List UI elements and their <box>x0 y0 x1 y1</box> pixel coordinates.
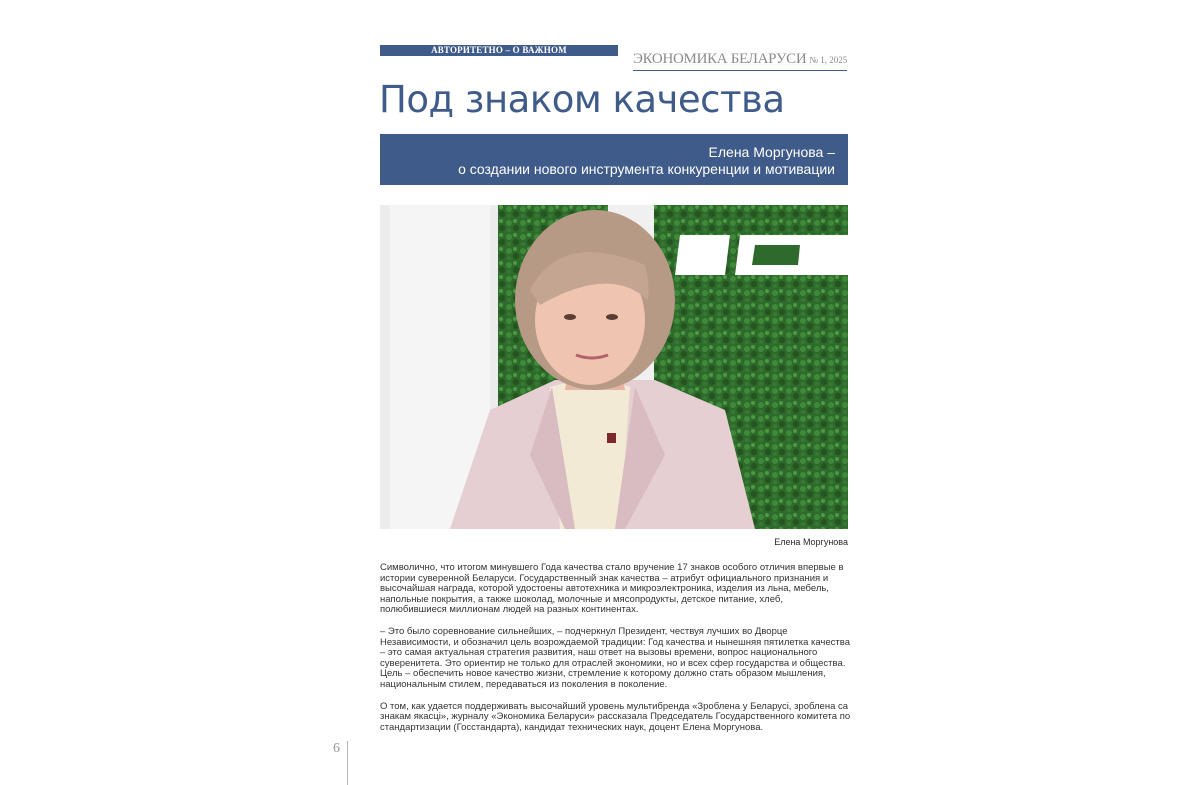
portrait-illustration <box>380 205 848 529</box>
article-body <box>380 563 852 744</box>
paragraph: О том, как удается поддерживать высочайший уровень мультибренда «Зроблена у Беларусі, зроблена са знакам якасці», журналу «Экономика Беларуси» рассказала Председатель Государственного комитета по стандартизации (Госстандарта), кандидат технических наук, доцент Елена Моргунова. <box>380 700 851 733</box>
magazine-name: ЭКОНОМИКА БЕЛАРУСИ <box>633 51 807 67</box>
paragraph: Символично, что итогом минувшего Года качества стало вручение 17 знаков особого отличия впервые в истории суверенной Беларуси. Государственный знак качества – атрибут официального признания и высочайшая награда, которой удостоены автотехника и микроэлектроника, изделия из льна, мебель, напольные покрытия, а также шоколад, молочные и мясопродукты, детское питание, хлеб, полюбившиеся миллионам людей на разных континентах. <box>380 562 844 616</box>
photo-caption: Елена Моргунова <box>774 537 848 547</box>
paragraph: – Это было соревнование сильнейших, – подчеркнул Президент, чествуя лучших во Дворце Независимости, и обозначил цель возрождаемой традиции: Год качества и нынешняя пятилетка качества – это самая актуальная стратегия развития, наш ответ на вызовы времени, вопрос национального суверенитета. Это ориентир не только для отраслей экономики, но и всех сфер государства и общества. Цель – обеспечить новое качество жизни, стремление к которому должно стать образом мышления, национальным стилем, передаваться из поколения в поколение. <box>380 625 850 690</box>
subtitle-box <box>380 134 848 185</box>
subtitle-line-2: о создании нового инструмента конкуренции и мотивации <box>458 161 835 177</box>
page-number: 6 <box>333 741 340 756</box>
page-divider <box>347 741 348 785</box>
subtitle-line-1: Елена Моргунова – <box>708 144 835 160</box>
issue-number: № 1, 2025 <box>809 55 848 65</box>
portrait-photo <box>380 205 848 529</box>
article-title: Под знаком качества <box>379 78 785 121</box>
magazine-header <box>633 50 847 71</box>
section-label: АВТОРИТЕТНО – О ВАЖНОМ <box>380 45 618 56</box>
